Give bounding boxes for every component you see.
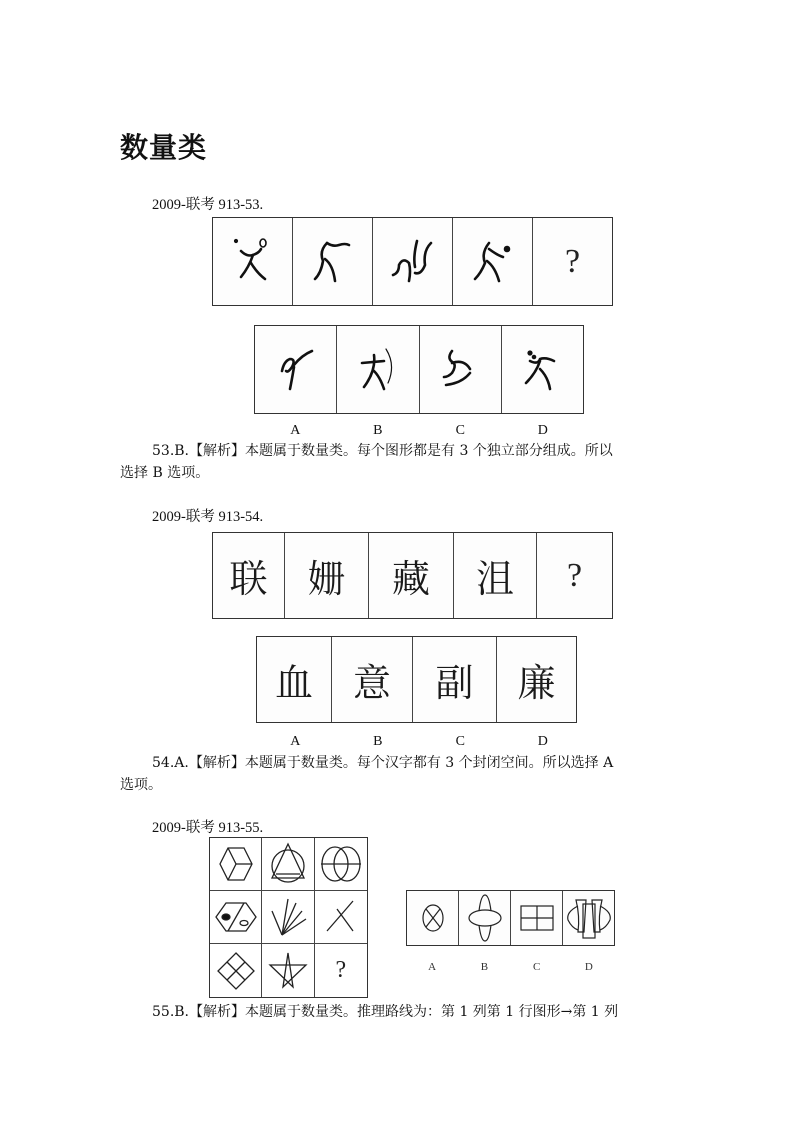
option-b-cell[interactable] — [458, 891, 510, 945]
option-c-cell[interactable] — [419, 326, 501, 413]
question-53-stem-strip — [212, 217, 613, 306]
grid-cell-diamond-four — [210, 944, 262, 997]
question-54-answer — [120, 752, 676, 796]
grid-cell-fan-lines — [262, 891, 314, 944]
badminton-pictogram-icon — [233, 237, 273, 287]
option-b-pictogram-icon — [360, 347, 396, 393]
option-c-pictogram-icon — [442, 347, 478, 393]
question-55-grid — [209, 837, 368, 998]
option-label-d: D — [537, 734, 548, 749]
boxing-pictogram-icon — [313, 237, 353, 287]
option-b-cell[interactable] — [336, 326, 418, 413]
stem-cell-char-3: 藏 — [368, 533, 453, 618]
ellipse-cross-icon — [421, 900, 445, 936]
triangle-in-circle-icon — [268, 842, 308, 886]
option-label-a: A — [290, 734, 301, 749]
stem-cell-judo — [372, 218, 452, 305]
two-ellipses-icon — [319, 844, 363, 884]
judo-pictogram-icon — [391, 237, 435, 287]
question-55-answer — [120, 1001, 676, 1023]
hexagon-cube-icon — [218, 844, 254, 884]
question-53-answer — [120, 440, 676, 484]
option-label-a: A — [290, 423, 301, 438]
question-53-option-labels — [254, 423, 584, 439]
stem-cell-char-1: 联 — [229, 557, 268, 601]
option-label-d: D — [584, 961, 593, 973]
question-53-heading: 2009-联考 913-53. — [152, 197, 264, 213]
stem-cell-char-4: 沮 — [453, 533, 536, 618]
question-53-options-strip — [254, 325, 584, 414]
option-a-cell[interactable] — [407, 891, 458, 945]
grid-cell-cross-curve — [315, 891, 367, 944]
answer-line-2: 选项。 — [120, 777, 162, 793]
crossed-ellipses-icon — [467, 893, 503, 943]
cross-curve-icon — [323, 897, 359, 937]
option-label-c: C — [532, 961, 541, 973]
option-label-c: C — [455, 734, 465, 749]
question-54-options-strip — [256, 636, 577, 723]
stem-cell-volleyball — [452, 218, 532, 305]
option-label-b: B — [480, 961, 489, 973]
stem-cell-boxing — [292, 218, 372, 305]
ellipse-bars-icon — [566, 896, 612, 940]
star-icon — [268, 951, 308, 991]
question-54-heading: 2009-联考 913-54. — [152, 509, 264, 525]
answer-line-2: 选择 B 选项。 — [120, 465, 210, 481]
question-55-option-labels — [406, 961, 615, 973]
stem-cell-char-2: 姗 — [284, 533, 368, 618]
answer-line-1: 53.B.【解析】本题属于数量类。每个图形都是有 3 个独立部分组成。所以 — [152, 443, 613, 459]
option-c-cell[interactable]: 副 — [412, 637, 496, 722]
option-a-cell[interactable] — [255, 326, 336, 413]
question-55-options-strip — [406, 890, 615, 946]
option-d-cell[interactable] — [562, 891, 614, 945]
window-grid-icon — [520, 905, 554, 931]
volleyball-pictogram-icon — [473, 237, 513, 287]
hexagon-dots-icon — [214, 899, 258, 935]
stem-cell-question: ? — [532, 218, 612, 305]
grid-cell-hexagon-cube — [210, 838, 262, 891]
stem-cell-badminton — [213, 218, 292, 305]
grid-cell-two-ellipses — [315, 838, 367, 891]
fan-lines-icon — [268, 895, 308, 939]
grid-cell-question: ? — [335, 957, 347, 983]
grid-cell-star — [262, 944, 314, 997]
option-label-b: B — [373, 734, 383, 749]
question-55-heading: 2009-联考 913-55. — [152, 820, 264, 836]
option-label-a: A — [428, 961, 437, 973]
stem-cell-question: ? — [536, 533, 612, 618]
option-d-cell[interactable] — [501, 326, 583, 413]
answer-line-1: 55.B.【解析】本题属于数量类。推理路线为：第 1 列第 1 行图形→第 1 列 — [152, 1004, 619, 1020]
option-c-cell[interactable] — [510, 891, 562, 945]
grid-cell-triangle-circle — [262, 838, 314, 891]
option-d-pictogram-icon — [524, 347, 560, 393]
option-label-d: D — [537, 423, 548, 438]
option-a-cell[interactable]: 血 — [274, 661, 313, 705]
question-54-stem-strip — [212, 532, 613, 619]
section-title: 数量类 — [120, 131, 208, 164]
option-label-b: B — [373, 423, 383, 438]
grid-cell-hexagon-dots — [210, 891, 262, 944]
question-54-option-labels — [254, 734, 584, 750]
option-a-pictogram-icon — [278, 347, 314, 393]
answer-line-1: 54.A.【解析】本题属于数量类。每个汉字都有 3 个封闭空间。所以选择 A — [152, 755, 614, 771]
option-d-cell[interactable]: 廉 — [496, 637, 576, 722]
option-b-cell[interactable]: 意 — [331, 637, 412, 722]
diamond-four-icon — [216, 951, 256, 991]
option-label-c: C — [455, 423, 465, 438]
